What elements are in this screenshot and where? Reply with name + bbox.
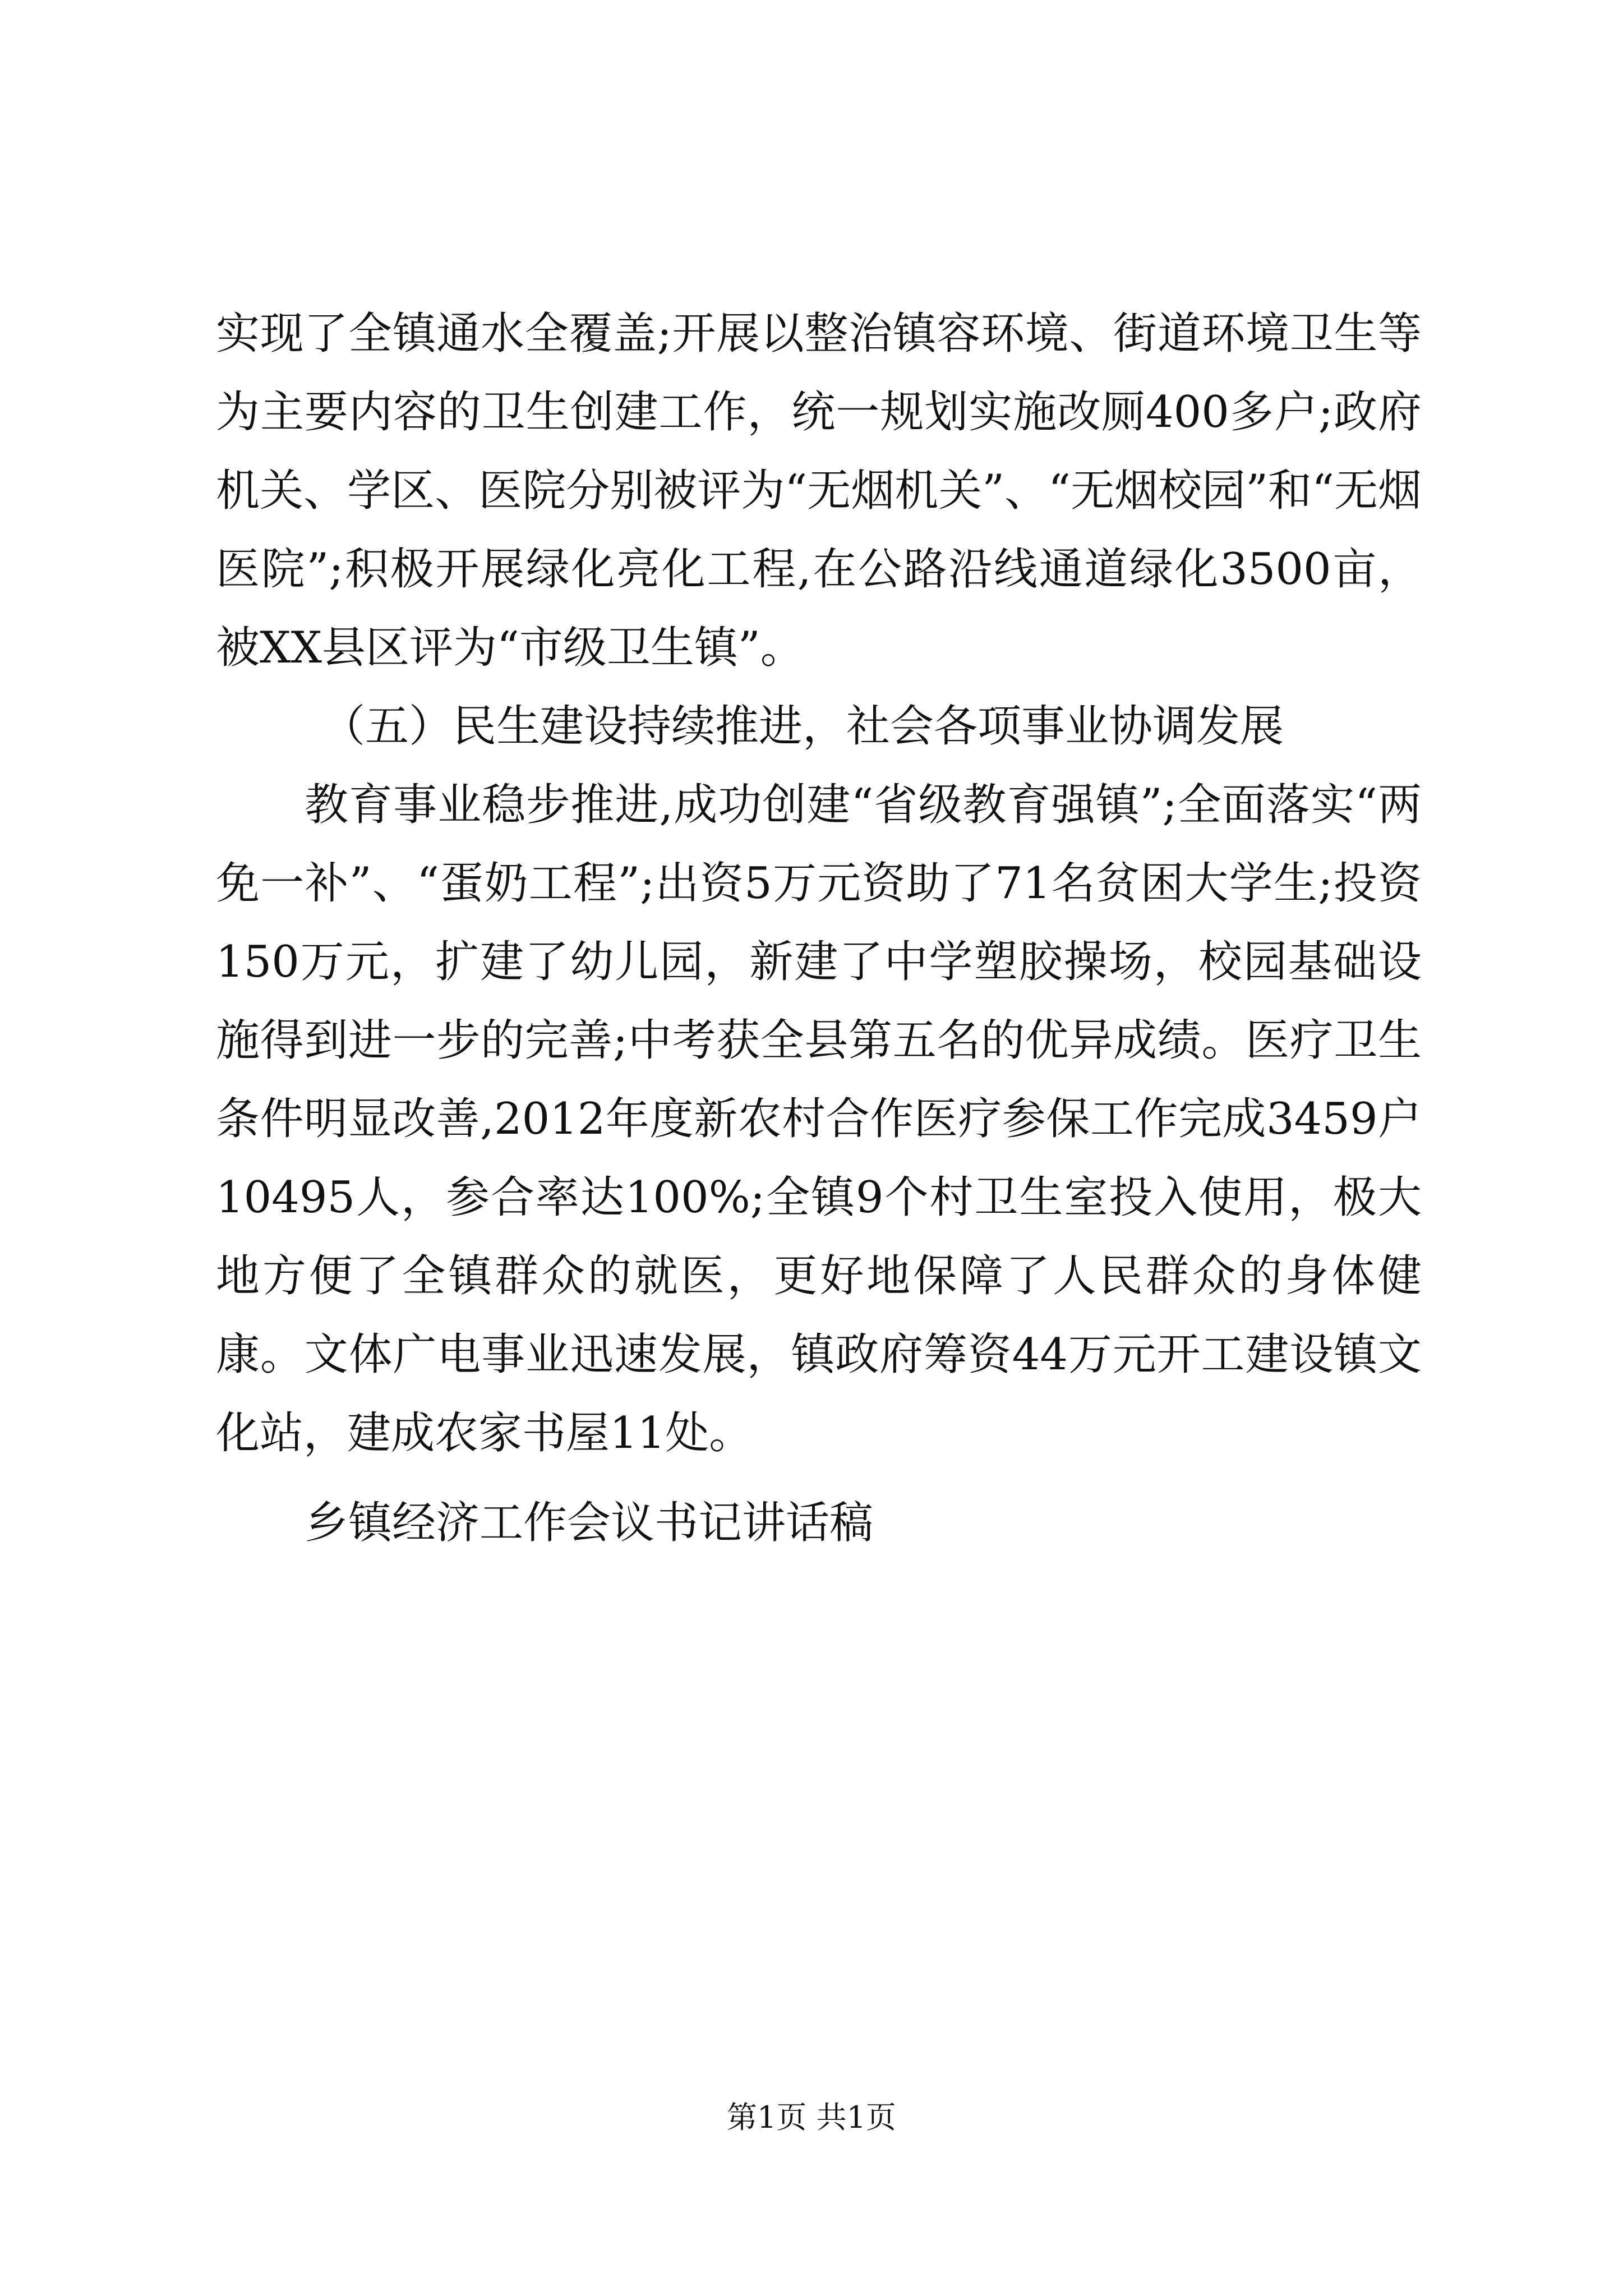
page-footer: 第1页 共1页 [727,2100,896,2135]
document-body [216,295,1422,1562]
document-title-line: 乡镇经济工作会议书记讲话稿 [305,1498,874,1548]
section-heading-livelihood: （五）民生建设持续推进，社会各项事业协调发展 [321,701,1284,752]
paragraph-sanitation: 实现了全镇通水全覆盖;开展以整治镇容环境、街道环境卫生等为主要内容的卫生创建工作，统一规划实施改厕400多户;政府机关、学区、医院分别被评为“无烟机关”、“无烟校园”和“无烟医院”;积极开展绿化亮化工程,在公路沿线通道绿化3500亩，被XX县区评为“市级卫生镇”。 [216,309,1422,673]
paragraph-education-health: 教育事业稳步推进,成功创建“省级教育强镇”;全面落实“两免一补”、“蛋奶工程”;出资5万元资助了71名贫困大学生;投资150万元，扩建了幼儿园，新建了中学塑胶操场，校园基础设施得到进一步的完善;中考获全县第五名的优异成绩。医疗卫生条件明显改善,2012年度新农村合作医疗参保工作完成3459户10495人，参合率达100%;全镇9个村卫生室投入使用，极大地方便了全镇群众的就医，更好地保障了人民群众的身体健康。文体广电事业迅速发展，镇政府筹资44万元开工建设镇文化站，建成农家书屋11处。 [216,780,1422,1458]
